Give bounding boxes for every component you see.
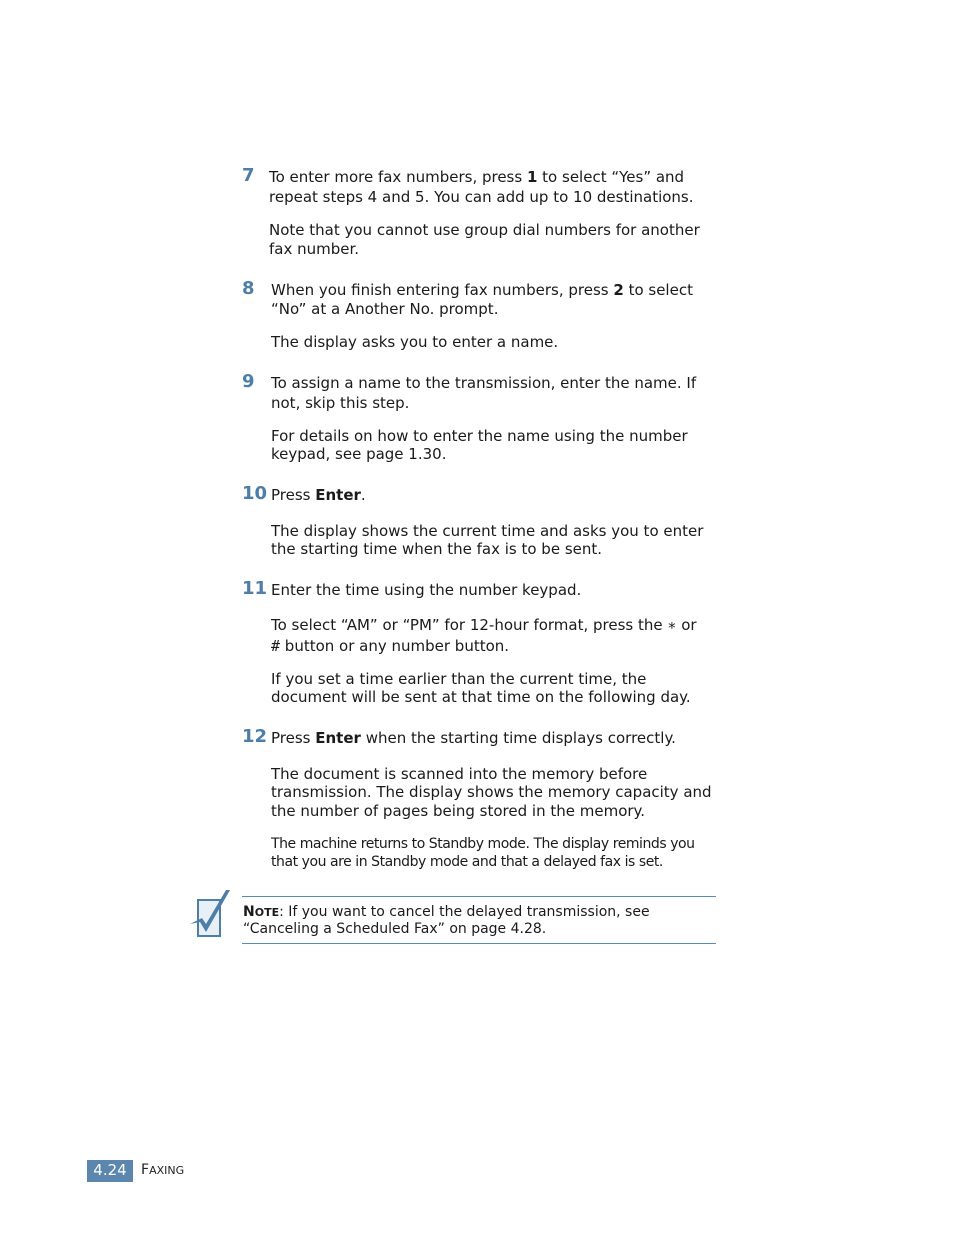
step-note: document will be sent at that time on the following day. (271, 688, 691, 706)
step-number: 12 (242, 726, 268, 747)
step-note: # button or any number button. (271, 637, 510, 655)
step-number: 8 (242, 278, 255, 299)
page-number: 4.24 (87, 1160, 133, 1182)
note-box (242, 896, 716, 944)
step-text: When you finish entering fax numbers, press 2 to select (271, 281, 693, 299)
step-note: the starting time when the fax is to be sent. (271, 540, 603, 558)
step-number: 10 (242, 483, 268, 504)
step-note: For details on how to enter the name using the number (271, 427, 688, 445)
step-note: transmission. The display shows the memory capacity and (271, 783, 712, 801)
step-text: Enter the time using the number keypad. (271, 581, 582, 599)
note-text: NOTE: If you want to cancel the delayed transmission, see (243, 904, 650, 920)
checkmark-note-icon (186, 886, 234, 948)
step-number: 11 (242, 578, 268, 599)
step-text: not, skip this step. (271, 394, 410, 412)
step-number: 9 (242, 371, 255, 392)
step-note: The document is scanned into the memory before (271, 765, 648, 783)
step-number: 7 (242, 165, 255, 186)
step-note: keypad, see page 1.30. (271, 445, 447, 463)
step-note: The display asks you to enter a name. (271, 333, 559, 351)
step-text: “No” at a Another No. prompt. (271, 300, 499, 318)
note-text: “Canceling a Scheduled Fax” on page 4.28. (243, 921, 547, 937)
hash-key-icon: # (271, 637, 281, 655)
step-note: fax number. (269, 240, 360, 258)
step-text: Press Enter. (271, 486, 366, 504)
step-note: Note that you cannot use group dial numbers for another (269, 221, 700, 239)
step-note: The display shows the current time and asks you to enter (271, 522, 704, 540)
step-text: repeat steps 4 and 5. You can add up to 10 destinations. (269, 188, 694, 206)
step-text: Press Enter when the starting time displays correctly. (271, 729, 676, 747)
step-note: The machine returns to Standby mode. The display reminds you (271, 836, 695, 852)
star-key-icon: ∗ (667, 616, 677, 634)
step-note: that you are in Standby mode and that a delayed fax is set. (271, 854, 663, 870)
step-note: the number of pages being stored in the memory. (271, 802, 646, 820)
step-text: To enter more fax numbers, press 1 to select “Yes” and (269, 168, 685, 186)
step-note: To select “AM” or “PM” for 12-hour format, press the ∗ or (271, 616, 697, 634)
section-title: FAXING (141, 1162, 185, 1178)
step-note: If you set a time earlier than the current time, the (271, 670, 647, 688)
step-text: To assign a name to the transmission, enter the name. If (271, 374, 697, 392)
